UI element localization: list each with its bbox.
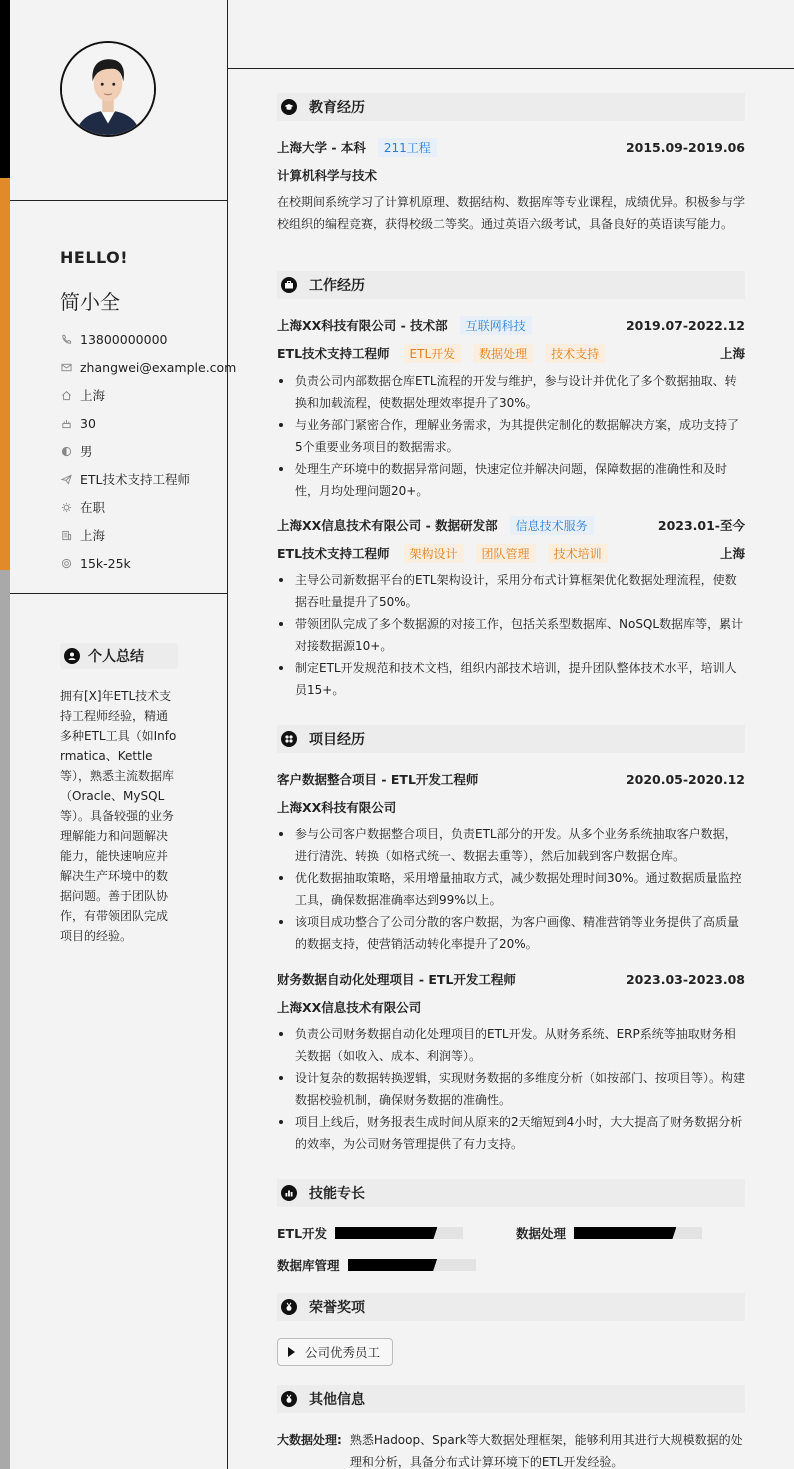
work-heading xyxy=(277,271,745,299)
other-value: 熟悉Hadoop、Spark等大数据处理框架，能够利用其进行大规模数据的处理和分析，具备分布式计算环境下的ETL开发经验。 xyxy=(349,1433,743,1469)
education-school-row xyxy=(277,137,745,157)
info-text: 15k-25k xyxy=(80,555,131,571)
summary-title: 个人总结 xyxy=(88,649,144,665)
school-tag: 211工程 xyxy=(378,138,437,157)
job-tag: ETL开发 xyxy=(404,344,462,363)
list-item: 优化数据抽取策略，采用增量抽取方式，减少数据处理时间30%。通过数据质量监控工具，确保数据准确率达到99%以上。 xyxy=(277,867,745,911)
project-name: 客户数据整合项目 - ETL开发工程师 xyxy=(277,772,479,787)
awards-heading xyxy=(277,1293,745,1321)
job-role: ETL技术支持工程师 xyxy=(277,346,390,361)
send-icon xyxy=(60,473,72,485)
briefcase-icon xyxy=(281,277,297,293)
accent-bar-grey xyxy=(0,570,10,1469)
skill-name: 数据处理 xyxy=(516,1226,567,1241)
graduation-cap-icon xyxy=(281,99,297,115)
home-icon xyxy=(60,389,72,401)
project-company-row xyxy=(277,797,745,817)
info-phone xyxy=(60,325,225,353)
bar-chart-icon xyxy=(281,1185,297,1201)
job-role: ETL技术支持工程师 xyxy=(277,546,390,561)
list-item: 带领团队完成了多个数据源的对接工作，包括关系型数据库、NoSQL数据库等，累计对接数据源10+。 xyxy=(277,613,745,657)
list-item: 负责公司内部数据仓库ETL流程的开发与维护，参与设计并优化了多个数据抽取、转换和加载流程，使数据处理效率提升了30%。 xyxy=(277,370,745,414)
job-tag: 技术支持 xyxy=(545,344,605,363)
sidebar xyxy=(0,0,237,1469)
education-description: 在校期间系统学习了计算机原理、数据结构、数据库等专业课程，成绩优异。积极参与学校组织的编程竞赛，获得校级二等奖。通过英语六级考试，具备良好的英语读写能力。 xyxy=(277,195,746,231)
list-item: 与业务部门紧密合作，理解业务需求，为其提供定制化的数据解决方案，成功支持了5个重要业务项目的数据需求。 xyxy=(277,414,745,458)
info-text: 上海 xyxy=(80,388,106,403)
job-bullets xyxy=(277,569,745,701)
list-item: 负责公司财务数据自动化处理项目的ETL开发。从财务系统、ERP系统等抽取财务相关数据（如收入、成本、利润等）。 xyxy=(277,1023,745,1067)
job-bullets xyxy=(277,370,745,502)
info-text: ETL技术支持工程师 xyxy=(80,472,190,487)
project-name: 财务数据自动化处理项目 - ETL开发工程师 xyxy=(277,972,516,987)
summary-text: 拥有[X]年ETL技术支持工程师经验，精通多种ETL工具（如Informatica、Kettle等），熟悉主流数据库（Oracle、MySQL等）。具备较强的业务理解能力和问题解决能力，能快速响应并解决生产环境中的数据问题。善于团队协作，有带领团队完成项目的经验。 xyxy=(60,689,177,943)
skill-bar-fill xyxy=(348,1259,438,1271)
skill-bar-fill xyxy=(335,1227,437,1239)
info-text: zhangwei@example.com xyxy=(80,359,237,375)
other-heading xyxy=(277,1385,745,1413)
job-company: 上海XX信息技术有限公司 - 数据研发部 xyxy=(277,518,498,533)
job-tag: 架构设计 xyxy=(404,544,464,563)
skill-bar xyxy=(335,1227,463,1239)
divider xyxy=(10,200,228,201)
other-key: 大数据处理: xyxy=(277,1433,342,1447)
project-header xyxy=(277,769,745,789)
job-tag: 数据处理 xyxy=(473,344,533,363)
info-age xyxy=(60,409,225,437)
project-period: 2023.03-2023.08 xyxy=(625,971,745,987)
job-industry: 互联网科技 xyxy=(460,316,532,335)
skill-item xyxy=(277,1256,476,1274)
phone-icon xyxy=(60,333,72,345)
award-chip xyxy=(277,1338,393,1366)
skill-name: ETL开发 xyxy=(277,1226,328,1241)
grid-icon xyxy=(281,731,297,747)
info-text: 男 xyxy=(80,444,93,459)
cake-icon xyxy=(60,417,72,429)
status-icon xyxy=(60,501,72,513)
salary-icon xyxy=(60,557,72,569)
user-icon xyxy=(64,648,80,664)
project-header xyxy=(277,969,745,989)
other-info-row xyxy=(277,1429,745,1469)
accent-bar-orange xyxy=(0,178,10,570)
accent-bar-black xyxy=(0,0,10,178)
list-item: 处理生产环境中的数据异常问题，快速定位并解决问题，保障数据的准确性和及时性，月均处理问题20+。 xyxy=(277,458,745,502)
education-title: 教育经历 xyxy=(309,100,365,116)
list-item: 项目上线后，财务报表生成时间从原来的2天缩短到4小时，大大提高了财务数据分析的效率，为公司财务管理提供了有力支持。 xyxy=(277,1111,745,1155)
summary-heading xyxy=(60,643,178,669)
avatar xyxy=(60,41,156,137)
school-name: 上海大学 - 本科 xyxy=(277,140,366,155)
accent-bar xyxy=(0,0,10,1469)
divider xyxy=(10,593,228,594)
award-label: 公司优秀员工 xyxy=(305,1345,381,1360)
list-item: 参与公司客户数据整合项目，负责ETL部分的开发。从多个业务系统抽取客户数据，进行清洗、转换（如格式统一、数据去重等），然后加载到客户数据仓库。 xyxy=(277,823,745,867)
other-title: 其他信息 xyxy=(309,1392,365,1408)
skill-bar xyxy=(574,1227,702,1239)
skills-heading xyxy=(277,1179,745,1207)
list-item: 制定ETL开发规范和技术文档，组织内部技术培训，提升团队整体技术水平，培训人员15+。 xyxy=(277,657,745,701)
list-item: 设计复杂的数据转换逻辑，实现财务数据的多维度分析（如按部门、按项目等）。构建数据校验机制，确保财务数据的准确性。 xyxy=(277,1067,745,1111)
awards-title: 荣誉奖项 xyxy=(309,1300,365,1316)
projects-title: 项目经历 xyxy=(309,732,365,748)
skill-name: 数据库管理 xyxy=(277,1258,340,1273)
building-icon xyxy=(60,529,72,541)
info-home xyxy=(60,381,225,409)
job-industry: 信息技术服务 xyxy=(510,516,594,535)
greeting: HELLO! xyxy=(60,248,129,267)
education-heading xyxy=(277,93,745,121)
job-tag: 技术培训 xyxy=(548,544,608,563)
info-text: 在职 xyxy=(80,500,106,515)
major-name: 计算机科学与技术 xyxy=(277,168,378,183)
skill-item xyxy=(277,1224,463,1242)
info-city xyxy=(60,521,225,549)
list-item: 主导公司新数据平台的ETL架构设计，采用分布式计算框架优化数据处理流程，使数据吞吐量提升了50%。 xyxy=(277,569,745,613)
project-period: 2020.05-2020.12 xyxy=(625,771,745,787)
avatar-portrait-icon xyxy=(62,43,154,135)
info-position xyxy=(60,465,225,493)
job-header xyxy=(277,515,745,535)
job-period: 2019.07-2022.12 xyxy=(625,317,745,333)
info-email xyxy=(60,353,237,381)
skill-item xyxy=(516,1224,702,1242)
info-text: 30 xyxy=(80,415,96,431)
person-name: 简小全 xyxy=(60,290,120,314)
gender-icon xyxy=(60,445,72,457)
education-major-row xyxy=(277,165,745,185)
skill-bar-fill xyxy=(574,1227,676,1239)
play-icon xyxy=(288,1347,295,1357)
info-status xyxy=(60,493,225,521)
work-title: 工作经历 xyxy=(309,278,365,294)
info-salary xyxy=(60,549,225,577)
contact-info xyxy=(60,325,237,577)
job-period: 2023.01-至今 xyxy=(657,518,745,533)
medal-icon xyxy=(281,1299,297,1315)
job-city: 上海 xyxy=(719,346,745,361)
job-company: 上海XX科技有限公司 - 技术部 xyxy=(277,318,448,333)
job-city: 上海 xyxy=(719,546,745,561)
list-item: 该项目成功整合了公司分散的客户数据，为客户画像、精准营销等业务提供了高质量的数据支持，使营销活动转化率提升了20%。 xyxy=(277,911,745,955)
header-divider xyxy=(228,68,794,69)
job-role-row xyxy=(277,543,745,563)
mail-icon xyxy=(60,361,72,373)
job-role-row xyxy=(277,343,745,363)
info-text: 上海 xyxy=(80,528,106,543)
info-text: 13800000000 xyxy=(80,331,168,347)
skill-bar xyxy=(348,1259,476,1271)
skills-title: 技能专长 xyxy=(309,1186,365,1202)
project-bullets xyxy=(277,823,745,955)
project-company-row xyxy=(277,997,745,1017)
star-icon xyxy=(281,1391,297,1407)
project-bullets xyxy=(277,1023,745,1155)
job-header xyxy=(277,315,745,335)
education-period: 2015.09-2019.06 xyxy=(625,139,745,155)
job-tag: 团队管理 xyxy=(476,544,536,563)
projects-heading xyxy=(277,725,745,753)
project-company: 上海XX科技有限公司 xyxy=(277,800,397,815)
info-gender xyxy=(60,437,225,465)
project-company: 上海XX信息技术有限公司 xyxy=(277,1000,422,1015)
